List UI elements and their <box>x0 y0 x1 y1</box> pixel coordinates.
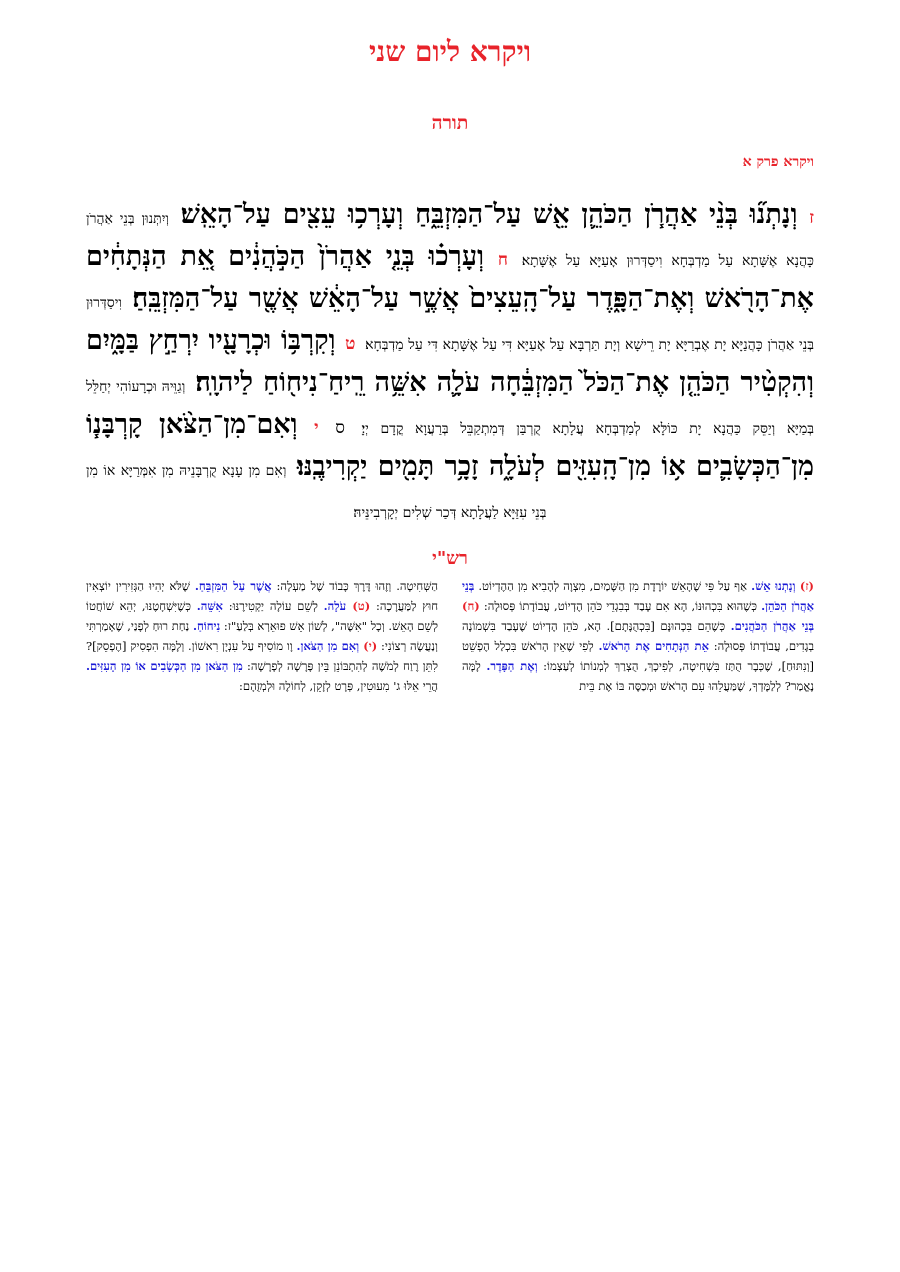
verse-number: ט <box>345 334 356 354</box>
rashi-dibbur-hamatchil: נִיחוֹחַ. <box>192 619 221 633</box>
page <box>86 0 814 696</box>
rashi-dibbur-hamatchil: וְאִם מִן הַצֹּאן. <box>296 639 364 653</box>
verse-text: וְנָתְנ֞וּ בְּנֵ֨י אַהֲרֹ֧ן הַכֹּהֵ֛ן אֵ֖שׁ עַל־הַמִּזְבֵּ֑חַ וְעָרְכ֥וּ עֵצִ֖ים עַל־הָאֵֽשׁ׃ <box>180 199 798 230</box>
rashi-dibbur-hamatchil: אֲשֶׁר עַל הַמִּזְבֵּחַ. <box>194 579 272 593</box>
targum-text: וְגַוֵּיהּ וּכְרָעוֹהִי יְחַלֵּל בְּמַיָּא וְיַסֵּק כַּהֲנָא יָת כּוֹלָּא לְמַדְבְּחָא עֲלָתָא קֻרְבַּן דְּמִתְקַבֵּל בְּרַעֲוָא קֳדָם יְיָ׃ <box>86 379 815 437</box>
rashi-commentary: לְשֵׁם עוֹלָה יַקְטִירֶנּוּ: <box>222 599 324 613</box>
rashi-dibbur-hamatchil: בְּנֵי אַהֲרֹן הַכֹּהֵן. <box>462 579 814 613</box>
rashi-heading: רש"י <box>432 548 468 569</box>
rashi-commentary: לְפִי שֶׁאֵין הָרֹאשׁ בִּכְלַל הֶפְשֵׁט [וְנִתּוּחַ], שֶׁכְּבָר הֻתַּז בִּשְׁחִיטָה, לְפִיכָךְ, הֻצְרַךְ לְמְנוֹתוֹ לְעַצְמוֹ: <box>462 639 814 673</box>
rashi-dibbur-hamatchil: בְּנֵי אַהֲרֹן הַכֹּהֲנִים. <box>730 619 814 633</box>
rashi-commentary: הַשְּׁחִיטָה. וְזֶהוּ דֶּרֶךְ כָּבוֹד שֶׁל מַעְלָה: <box>271 579 438 593</box>
chapter-label: ויקרא פרק א <box>742 154 814 170</box>
targum-text: וִיסַדְּרוּן בְּנֵי אַהֲרֹן כָּהֲנַיָּא יָת אֶבְרַיָּא יָת רֵישָׁא וְיָת תַּרְבָּא עַל אָעַיָּא דִּי עַל אֶשָּׁתָא דִּי עַל מַדְבְּחָא׃ <box>86 295 814 353</box>
rashi-dibbur-hamatchil: מִן הַצֹּאן מִן הַכְּשָׂבִים אוֹ מִן הָעִזִּים. <box>86 659 243 673</box>
rashi-columns <box>86 576 814 696</box>
verse-number: ח <box>497 250 508 270</box>
torah-text-block <box>86 196 814 532</box>
rashi-commentary: לָמָּה נֶאֱמַר? לְלַמֶּדְךָ, שֶׁמַּעֲלֵהוּ עִם הָרֹאשׁ וּמְכַסֶּה בּוֹ אֶת בֵּית <box>462 659 814 693</box>
rashi-commentary: וָו מוֹסִיף עַל עִנְיָן רִאשׁוֹן. וְלָמָּה הִפְסִיק [הֶפְסֵק]? לִתֵּן רֶוַח לְמֹשֶׁה לְהִתְבּוֹנֵן בֵּין פָּרָשָׁה לְפָרָשָׁה: <box>86 639 439 673</box>
rashi-commentary: כְּשֶׁהֵם בִּכְהוּנָּם [בִּכְהֻנָּתָם]. הָא, כֹּהֵן הֶדְיוֹט שֶׁעָבַד בִּשְׁמוֹנָה בְגָדִים, עֲבוֹדָתוֹ פְּסוּלָה: <box>462 619 814 653</box>
rashi-commentary: נַחַת רוּחַ לְפָנַי, שֶׁאָמַרְתִּי וְנַעֲשָׂה רְצוֹנִי: <box>86 619 438 653</box>
targum-text: וְיִתְּנוּן בְּנֵי אַהֲרֹן כָּהֲנָא אֶשָּׁתָא עַל מַדְבְּחָא וִיסַדְּרוּן אָעַיָּא עַל אֶשָּׁתָא׃ <box>86 211 814 269</box>
rashi-commentary: שֶׁלֹּא יְהִיוּ הַגְּזִירִין יוֹצְאִין חוּץ לַמַּעֲרָכָה: <box>86 579 438 613</box>
page-title: ויקרא ליום שני <box>368 35 532 68</box>
rashi-dibbur-hamatchil: עֹלָה. <box>323 599 353 613</box>
verse-number: י <box>314 418 319 438</box>
rashi-dibbur-hamatchil: אִשֵּׁה. <box>196 599 223 613</box>
verse-text: וְעָרְכ֗וּ בְּנֵ֤י אַהֲרֹן֙ הַכֹּ֣הֲנִ֔ים אֵ֚ת הַנְּתָחִ֔ים אֶת־הָרֹ֖אשׁ וְאֶת־הַפָּ֑דֶר עַל־הָֽעֵצִים֙ אֲשֶׁ֣ר עַל־הָאֵ֔שׁ אֲשֶׁ֖ר עַל־הַמִּזְבֵּֽחַ׃ <box>86 241 814 314</box>
rashi-verse-ref: (ז) <box>799 579 814 593</box>
verse-text: וְאִם־מִן־הַצֹּ֨אן קָרְבָּנ֧וֹ מִן־הַכְּשָׂבִ֛ים א֥וֹ מִן־הָֽעִזִּ֖ים לְעֹלָ֑ה זָכָ֥ר תָּמִ֖ים יַקְרִיבֶֽנּוּ׃ <box>86 409 815 482</box>
verse-text: וְקִרְבּ֥וֹ וּכְרָעָ֖יו יִרְחַ֣ץ בַּמָּ֑יִם וְהִקְטִ֨יר הַכֹּהֵ֤ן אֶת־הַכֹּל֙ הַמִּזְבֵּ֔חָה עֹלָ֛ה אִשֵּׁ֥ה רֵֽיחַ־נִיח֖וֹחַ לַיהוָֽה׃ <box>86 325 814 398</box>
rashi-column-left <box>86 576 438 696</box>
rashi-verse-ref: (ח) <box>462 599 480 613</box>
rashi-commentary: אַף עַל פִּי שֶׁהָאֵשׁ יוֹרֶדֶת מִן הַשָּׁמַיִם, מִצְוָה לְהָבִיא מִן הַהֶדְיוֹט. <box>474 579 752 593</box>
rashi-commentary: כְּשֶׁיִּשְׁחָטֶנּוּ, יְהֵא שׁוֹחֲטוֹ לְשֵׁם הָאֵשׁ. וְכָל "אִשֶּׁה", לְשׁוֹן אֵשׁ פוּאֵרְא בְּלַעַ"ז: <box>86 599 438 633</box>
rashi-verse-ref: (י) <box>363 639 378 653</box>
setuma-mark: ס <box>335 418 345 438</box>
rashi-commentary: הֲרֵי אֵלּוּ ג' מִעוּטִין, פְּרָט לְזָקֵן, לְחוֹלֶה וּלְמְזֻהָם: <box>239 679 438 693</box>
rashi-commentary: כְּשֶׁהוּא בִּכְהוּנּוֹ, הָא אִם עָבַד בְּבִגְדֵי כֹּהֵן הֶדְיוֹט, עֲבוֹדָתוֹ פְּסוּלָה: <box>479 599 762 613</box>
rashi-dibbur-hamatchil: וְנָתְנוּ אֵשׁ. <box>751 579 800 593</box>
torah-section-heading: תורה <box>431 112 469 134</box>
rashi-column-right <box>462 576 814 696</box>
targum-text: וְאִם מִן עָנָא קֻרְבָּנֵיהּ מִן אִמְּרַיָּא אוֹ מִן בְּנֵי עִזַּיָּא לַעֲלָתָא דְּכַר שְׁלִים יְקָרְבִינֵּיהּ׃ <box>86 463 547 521</box>
rashi-dibbur-hamatchil: אֵת הַנְּתָחִים אֶת הָרֹאשׁ. <box>598 639 709 653</box>
rashi-dibbur-hamatchil: וְאֶת הַפָּדֶר. <box>486 659 538 673</box>
rashi-verse-ref: (ט) <box>352 599 371 613</box>
verse-number: ז <box>809 208 815 228</box>
